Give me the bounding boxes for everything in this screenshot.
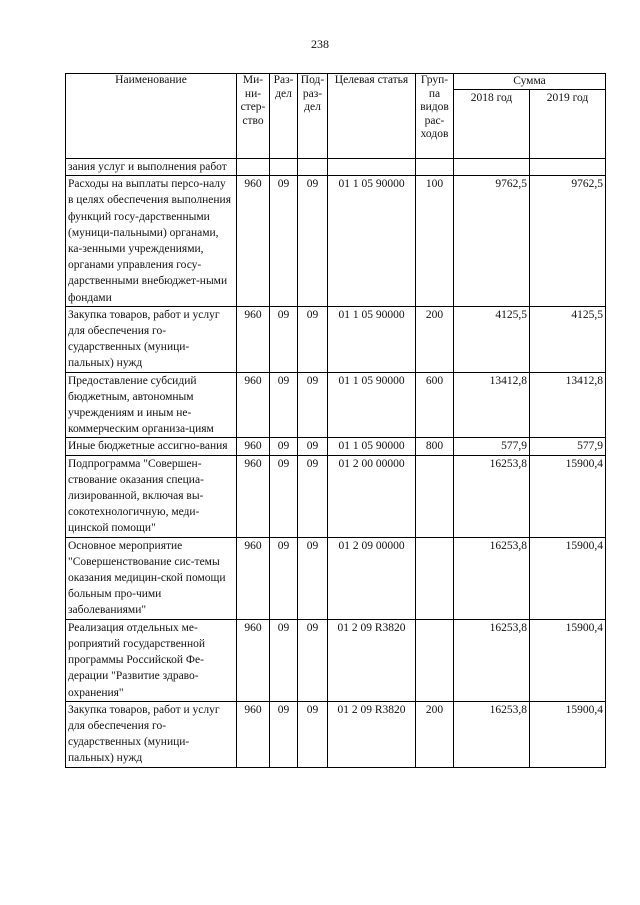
row-section: 09 <box>270 619 298 701</box>
row-expense-group: 200 <box>416 701 454 767</box>
row-name: Расходы на выплаты персо-налу в целях обеспечения выполнения функций госу-дарственными (муници-пальными) органами, ка-зенными учреждениями, органами управления госу-дарственными внебюджет-ными фондами <box>66 176 237 307</box>
row-subsection <box>298 159 328 176</box>
row-ministry: 960 <box>237 306 270 372</box>
header-section: Раз-дел <box>270 74 298 159</box>
row-ministry: 960 <box>237 619 270 701</box>
row-sum-2018: 16253,8 <box>454 701 530 767</box>
row-ministry <box>237 159 270 176</box>
row-name: зания услуг и выполнения работ <box>66 159 237 176</box>
table-row <box>66 537 606 619</box>
row-name: Реализация отдельных ме-роприятий государственной программы Российской Фе-дерации "Развитие здраво-охранения" <box>66 619 237 701</box>
table-header <box>66 74 606 159</box>
header-subsection: Под-раз-дел <box>298 74 328 159</box>
row-expense-group: 600 <box>416 372 454 438</box>
row-ministry: 960 <box>237 537 270 619</box>
row-expense-group: 100 <box>416 176 454 307</box>
row-sum-2018: 9762,5 <box>454 176 530 307</box>
row-name: Предоставление субсидий бюджетным, автономным учреждениям и иным не-коммерческим организа-циям <box>66 372 237 438</box>
row-expense-group <box>416 455 454 537</box>
row-sum-2019: 15900,4 <box>530 537 606 619</box>
row-sum-2019: 15900,4 <box>530 455 606 537</box>
row-subsection: 09 <box>298 701 328 767</box>
row-subsection: 09 <box>298 372 328 438</box>
row-section: 09 <box>270 306 298 372</box>
header-sum: Сумма <box>454 74 606 90</box>
table-body <box>66 159 606 768</box>
row-section: 09 <box>270 455 298 537</box>
row-target: 01 1 05 90000 <box>328 372 416 438</box>
table-row <box>66 438 606 455</box>
header-expense-group: Груп-па видов рас-ходов <box>416 74 454 159</box>
header-year-2018: 2018 год <box>454 90 530 159</box>
row-section: 09 <box>270 537 298 619</box>
row-ministry: 960 <box>237 176 270 307</box>
row-sum-2019: 15900,4 <box>530 619 606 701</box>
row-ministry: 960 <box>237 372 270 438</box>
row-sum-2018: 577,9 <box>454 438 530 455</box>
row-sum-2019: 4125,5 <box>530 306 606 372</box>
row-ministry: 960 <box>237 438 270 455</box>
row-sum-2019: 15900,4 <box>530 701 606 767</box>
row-name: Закупка товаров, работ и услуг для обеспечения го-сударственных (муници-пальных) нужд <box>66 306 237 372</box>
row-subsection: 09 <box>298 619 328 701</box>
table-row <box>66 372 606 438</box>
row-target: 01 1 05 90000 <box>328 306 416 372</box>
row-sum-2018 <box>454 159 530 176</box>
row-section: 09 <box>270 176 298 307</box>
header-name: Наименование <box>66 74 237 159</box>
row-target: 01 2 09 R3820 <box>328 619 416 701</box>
table-row <box>66 701 606 767</box>
row-sum-2018: 13412,8 <box>454 372 530 438</box>
table-row <box>66 159 606 176</box>
row-subsection: 09 <box>298 176 328 307</box>
row-target <box>328 159 416 176</box>
header-year-2019: 2019 год <box>530 90 606 159</box>
header-ministry: Ми-ни-стер-ство <box>237 74 270 159</box>
row-expense-group <box>416 537 454 619</box>
row-subsection: 09 <box>298 455 328 537</box>
row-expense-group <box>416 619 454 701</box>
row-subsection: 09 <box>298 306 328 372</box>
row-target: 01 2 00 00000 <box>328 455 416 537</box>
row-subsection: 09 <box>298 537 328 619</box>
table-row <box>66 619 606 701</box>
page-number: 238 <box>311 37 329 51</box>
row-ministry: 960 <box>237 455 270 537</box>
row-section <box>270 159 298 176</box>
row-expense-group: 800 <box>416 438 454 455</box>
table-row <box>66 306 606 372</box>
row-sum-2018: 4125,5 <box>454 306 530 372</box>
row-section: 09 <box>270 372 298 438</box>
row-name: Подпрограмма "Совершен-ствование оказания специа-лизированной, включая вы-сокотехнологичную, меди-цинской помощи" <box>66 455 237 537</box>
budget-table <box>65 73 606 768</box>
row-target: 01 2 09 00000 <box>328 537 416 619</box>
row-name: Основное мероприятие "Совершенствование сис-темы оказания медицин-ской помощи больным про-чими заболеваниями" <box>66 537 237 619</box>
row-sum-2019: 577,9 <box>530 438 606 455</box>
row-ministry: 960 <box>237 701 270 767</box>
row-expense-group: 200 <box>416 306 454 372</box>
row-expense-group <box>416 159 454 176</box>
table-row <box>66 455 606 537</box>
row-sum-2019: 13412,8 <box>530 372 606 438</box>
row-sum-2018: 16253,8 <box>454 455 530 537</box>
row-name: Закупка товаров, работ и услуг для обеспечения го-сударственных (муници-пальных) нужд <box>66 701 237 767</box>
header-target: Целевая статья <box>328 74 416 159</box>
row-sum-2018: 16253,8 <box>454 619 530 701</box>
row-sum-2019 <box>530 159 606 176</box>
table-row <box>66 176 606 307</box>
row-subsection: 09 <box>298 438 328 455</box>
row-sum-2018: 16253,8 <box>454 537 530 619</box>
row-name: Иные бюджетные ассигно-вания <box>66 438 237 455</box>
row-target: 01 1 05 90000 <box>328 176 416 307</box>
row-section: 09 <box>270 701 298 767</box>
row-sum-2019: 9762,5 <box>530 176 606 307</box>
row-target: 01 2 09 R3820 <box>328 701 416 767</box>
row-section: 09 <box>270 438 298 455</box>
row-target: 01 1 05 90000 <box>328 438 416 455</box>
